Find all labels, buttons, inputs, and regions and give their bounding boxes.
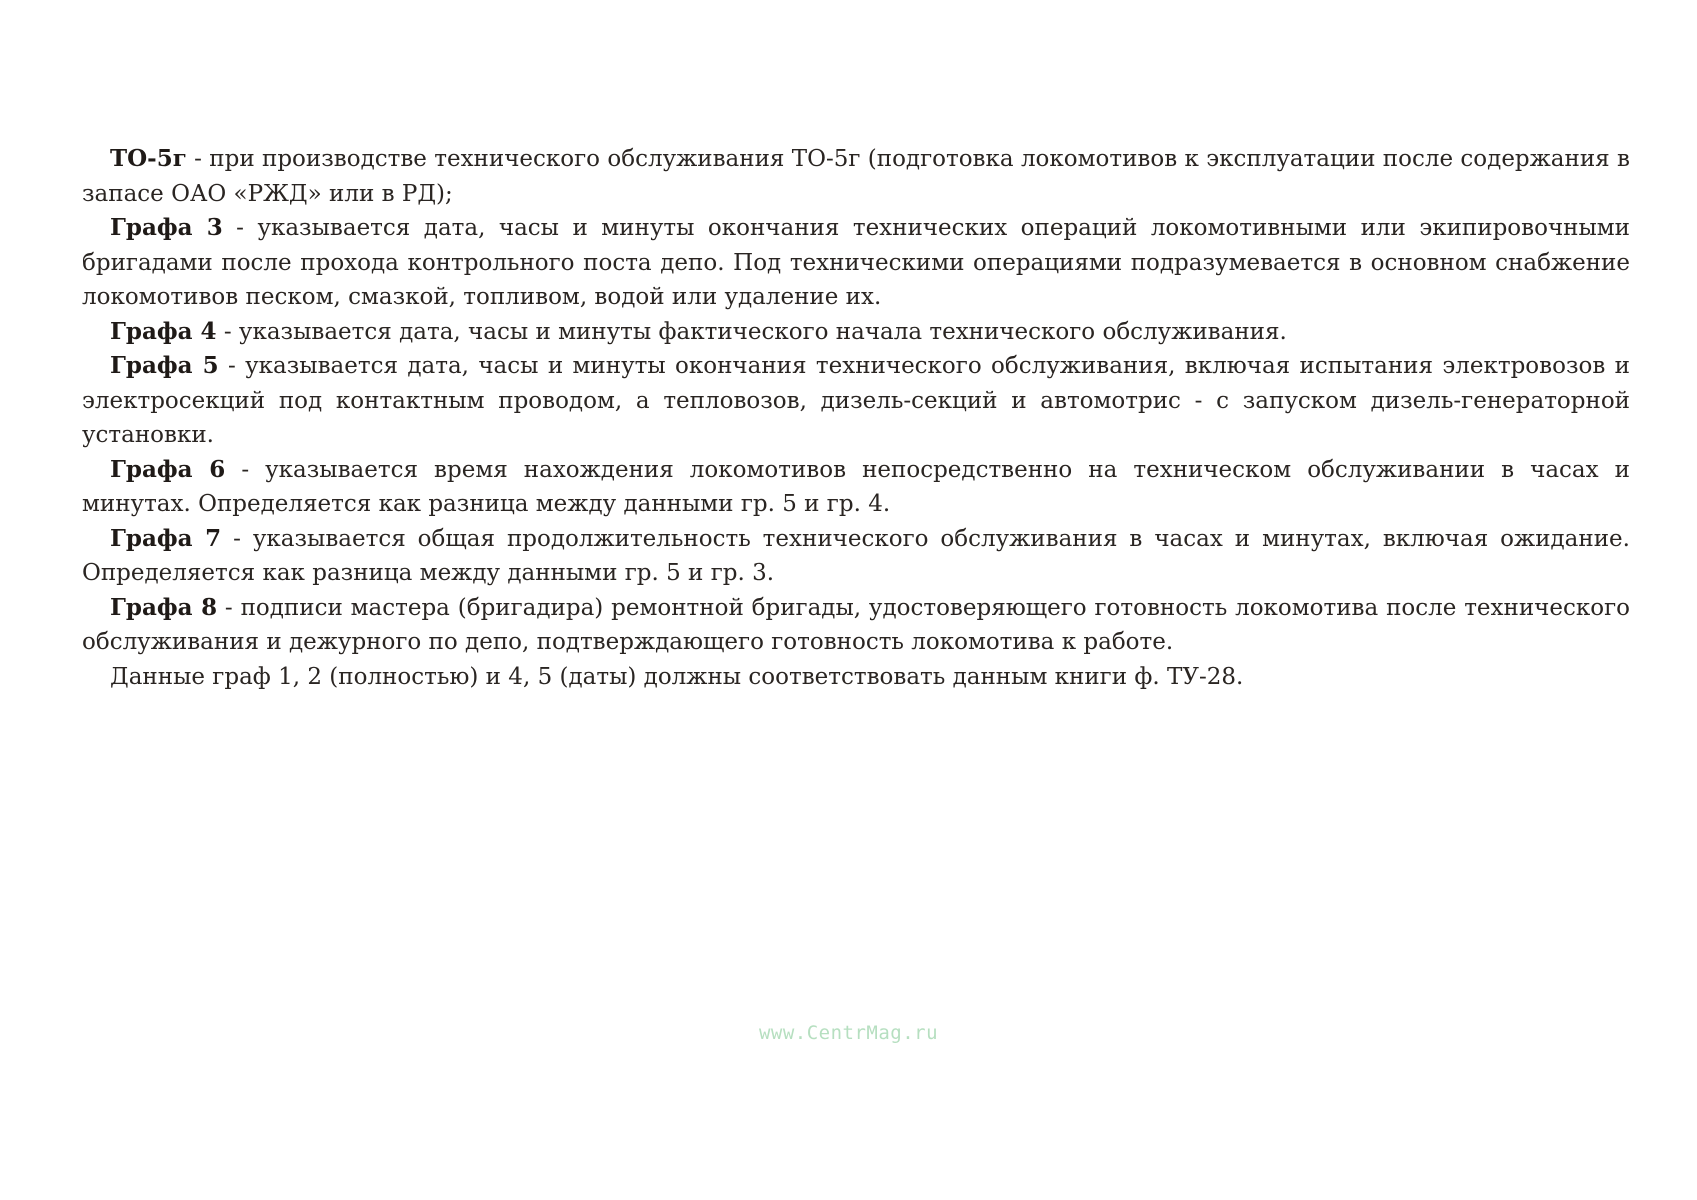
paragraph-text: - указывается дата, часы и минуты фактического начала технического обслуживания.: [216, 318, 1287, 345]
paragraph-text: - при производстве технического обслуживания ТО-5г (подготовка локомотивов к эксплуатации после содержания в запасе ОАО «РЖД» или в РД);: [82, 146, 1630, 207]
paragraph-grafa-5: [82, 349, 1630, 453]
paragraph-term: Графа 4: [110, 317, 217, 345]
paragraph-text: - указывается время нахождения локомотивов непосредственно на техническом обслуживании в часах и минутах. Определяется как разница между данными гр. 5 и гр. 4.: [82, 456, 1630, 517]
paragraph-text: - указывается дата, часы и минуты окончания технических операций локомотивными или экипировочными бригадами после прохода контрольного поста депо. Под техническими операциями подразумевается в основном снабжение локомотивов песком, смазкой, топливом, водой или удаление их.: [82, 215, 1630, 310]
paragraph-term: Графа 3: [110, 214, 223, 241]
paragraph-grafa-3: [82, 211, 1630, 315]
paragraph-term: Графа 6: [110, 455, 226, 483]
paragraph-term: Графа 5: [110, 352, 219, 379]
paragraph-grafa-7: [82, 522, 1630, 591]
paragraph-closing-note: [82, 660, 1630, 695]
paragraph-grafa-6: [82, 453, 1630, 522]
paragraph-text: Данные граф 1, 2 (полностью) и 4, 5 (даты) должны соответствовать данным книги ф. ТУ-28.: [110, 663, 1244, 690]
paragraph-term: Графа 7: [110, 524, 222, 552]
paragraph-text: - подписи мастера (бригадира) ремонтной бригады, удостоверяющего готовность локомотива после технического обслуживания и дежурного по депо, подтверждающего готовность локомотива к работе.: [82, 594, 1630, 655]
site-watermark: www.CentrMag.ru: [758, 1022, 939, 1044]
paragraph-text: - указывается дата, часы и минуты окончания технического обслуживания, включая испытания электровозов и электросекций под контактным проводом, а тепловозов, дизель-секций и автомотрис - с запуском дизель-генераторной установки.: [82, 353, 1630, 448]
paragraph-term: ТО-5г: [110, 145, 187, 172]
paragraph-text: - указывается общая продолжительность технического обслуживания в часах и минутах, включая ожидание. Определяется как разница между данными гр. 5 и гр. 3.: [82, 525, 1630, 586]
paragraph-to5g: [82, 142, 1630, 211]
paragraph-term: Графа 8: [110, 593, 218, 621]
paragraph-grafa-8: [82, 591, 1630, 660]
paragraph-grafa-4: [82, 315, 1630, 350]
document-body: [82, 142, 1630, 694]
